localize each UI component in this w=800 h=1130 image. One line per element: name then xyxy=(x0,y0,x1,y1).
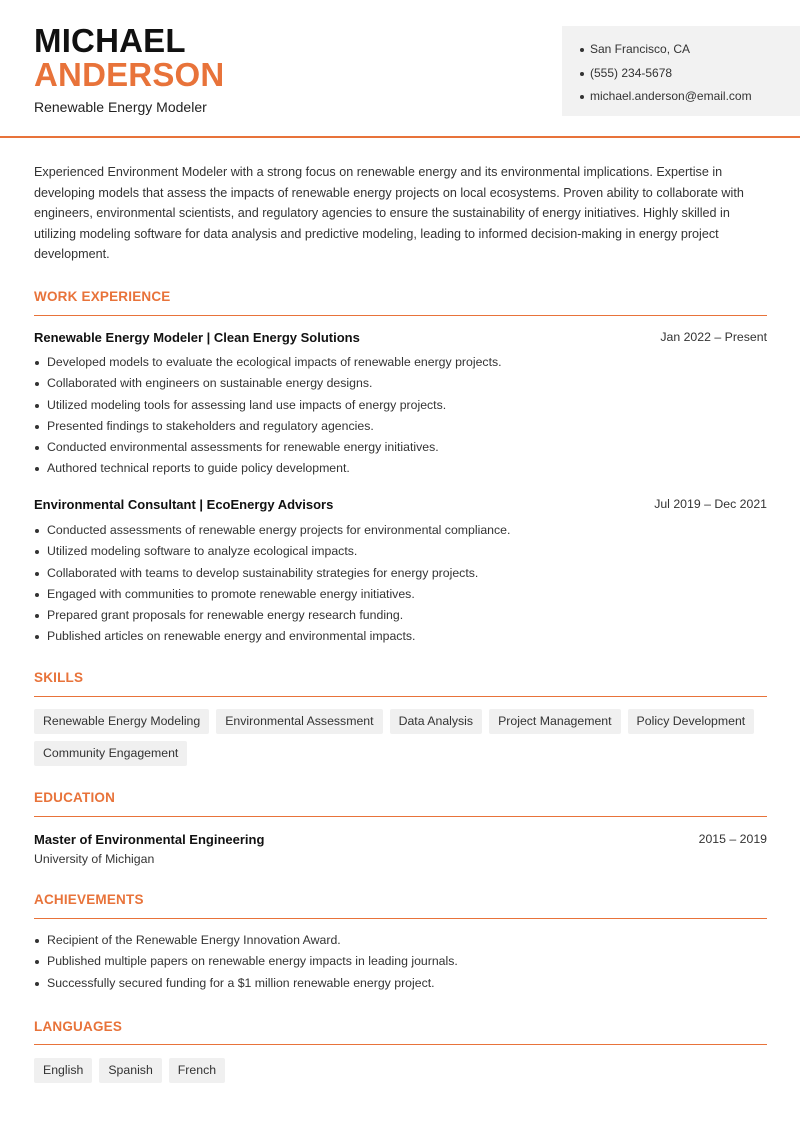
education-header xyxy=(34,831,767,849)
skill-chip: Policy Development xyxy=(628,709,755,734)
section-title-education: EDUCATION xyxy=(34,790,116,805)
list-item: Successfully secured funding for a $1 million renewable energy project. xyxy=(34,973,767,994)
skill-chip: Project Management xyxy=(489,709,620,734)
job-header xyxy=(34,497,767,512)
section-divider xyxy=(34,696,767,697)
languages-list xyxy=(34,1058,774,1090)
contact-phone: (555) 234-5678 xyxy=(580,62,800,86)
list-item: Presented findings to stakeholders and regulatory agencies. xyxy=(34,416,767,437)
list-item: Published articles on renewable energy and environmental impacts. xyxy=(34,626,767,647)
list-item: Published multiple papers on renewable energy impacts in leading journals. xyxy=(34,951,767,972)
section-title-languages: LANGUAGES xyxy=(34,1019,123,1034)
skills-list xyxy=(34,709,774,773)
contact-email[interactable]: michael.anderson@email.com xyxy=(580,85,800,109)
section-title-skills: SKILLS xyxy=(34,670,84,685)
section-title-work: WORK EXPERIENCE xyxy=(34,289,171,304)
skill-chip: Data Analysis xyxy=(390,709,483,734)
language-chip: Spanish xyxy=(99,1058,161,1083)
contact-location: San Francisco, CA xyxy=(580,38,800,62)
list-item: Authored technical reports to guide policy development. xyxy=(34,458,767,479)
language-chip: French xyxy=(169,1058,225,1083)
list-item: Conducted assessments of renewable energy projects for environmental compliance. xyxy=(34,520,767,541)
list-item: Utilized modeling tools for assessing land use impacts of energy projects. xyxy=(34,395,767,416)
job-bullets xyxy=(34,520,767,648)
job-header xyxy=(34,330,767,345)
list-item: Conducted environmental assessments for renewable energy initiatives. xyxy=(34,437,767,458)
skill-chip: Environmental Assessment xyxy=(216,709,382,734)
job-bullets xyxy=(34,352,767,480)
last-name: ANDERSON xyxy=(34,56,225,93)
section-divider xyxy=(34,918,767,919)
section-divider xyxy=(34,315,767,316)
skill-chip: Community Engagement xyxy=(34,741,187,766)
first-name: MICHAEL xyxy=(34,22,186,59)
job-role: Renewable Energy Modeler | Clean Energy Solutions xyxy=(34,330,360,345)
language-chip: English xyxy=(34,1058,92,1083)
school: University of Michigan xyxy=(34,852,155,866)
list-item: Engaged with communities to promote renewable energy initiatives. xyxy=(34,584,767,605)
contact-box xyxy=(562,26,800,116)
job-title: Renewable Energy Modeler xyxy=(34,99,207,115)
list-item: Developed models to evaluate the ecological impacts of renewable energy projects. xyxy=(34,352,767,373)
list-item: Prepared grant proposals for renewable energy research funding. xyxy=(34,605,767,626)
education-dates: 2015 – 2019 xyxy=(698,832,767,846)
list-item: Utilized modeling software to analyze ecological impacts. xyxy=(34,541,767,562)
section-divider xyxy=(34,816,767,817)
job-role: Environmental Consultant | EcoEnergy Advisors xyxy=(34,497,334,512)
summary-paragraph: Experienced Environment Modeler with a strong focus on renewable energy and its environmental implications. Expertise in developing models that assess the impacts of renewable energy projects on local ecosystems. Proven ability to collaborate with engineers, environmental scientists, and regulatory agencies to ensure the sustainability of energy initiatives. Highly skilled in utilizing modeling software for data analysis and predictive modeling, leading to informed decision-making in energy project development. xyxy=(34,165,744,261)
section-divider xyxy=(34,1044,767,1045)
skill-chip: Renewable Energy Modeling xyxy=(34,709,209,734)
section-title-achievements: ACHIEVEMENTS xyxy=(34,892,144,907)
job-dates: Jul 2019 – Dec 2021 xyxy=(654,497,767,511)
degree: Master of Environmental Engineering xyxy=(34,832,265,847)
resume-header xyxy=(0,0,800,138)
achievements-list xyxy=(34,930,767,994)
list-item: Collaborated with teams to develop sustainability strategies for energy projects. xyxy=(34,563,767,584)
list-item: Collaborated with engineers on sustainable energy designs. xyxy=(34,373,767,394)
job-dates: Jan 2022 – Present xyxy=(660,330,767,344)
list-item: Recipient of the Renewable Energy Innovation Award. xyxy=(34,930,767,951)
